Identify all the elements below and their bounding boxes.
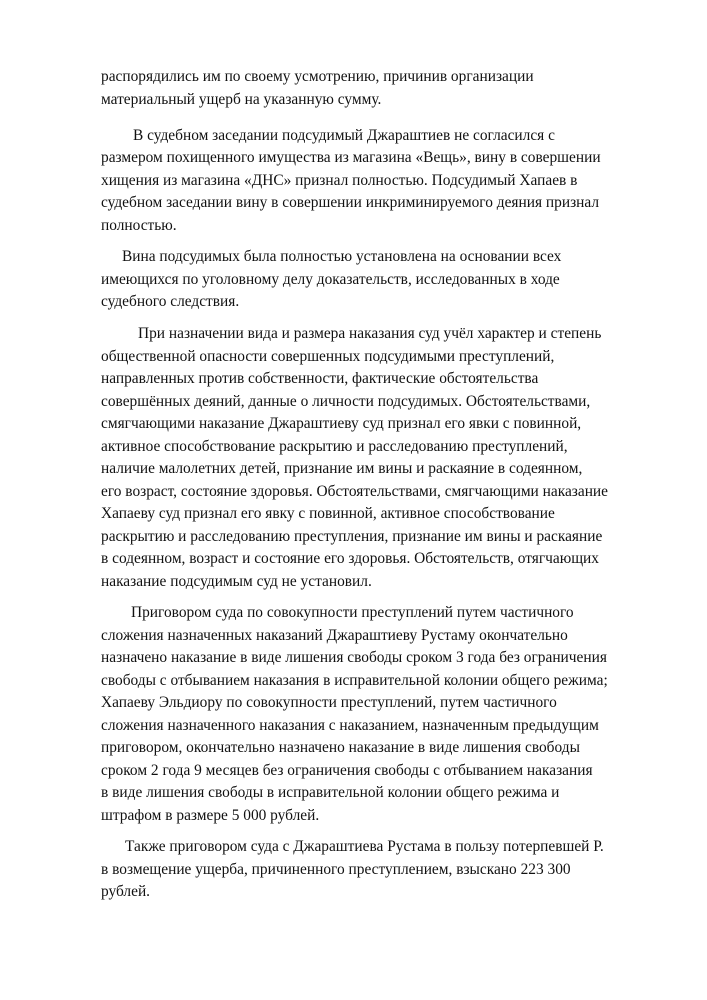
text-line: наличие малолетних детей, признание им вины и раскаяние в содеянном, [101,460,583,477]
text-line: Приговором суда по совокупности преступлений путем частичного [131,604,574,621]
text-line: полностью. [101,217,177,234]
text-line: сложения назначенных наказаний Джараштиеву Рустаму окончательно [101,627,568,644]
text-line: имеющихся по уголовному делу доказательств, исследованных в ходе [101,271,560,288]
text-line: в возмещение ущерба, причиненного преступлением, взыскано 223 300 [101,861,571,878]
text-line: Также приговором суда с Джараштиева Рустама в пользу потерпевшей Р. [125,838,604,855]
text-line: направленных против собственности, фактические обстоятельства [101,370,539,387]
text-line: распорядились им по своему усмотрению, причинив организации [101,68,534,85]
text-line: в содеянном, возраст и состояние его здоровья. Обстоятельств, отягчающих [101,550,599,567]
text-line: судебном заседании вину в совершении инкриминируемого деяния признал [101,194,600,211]
text-line: сроком 2 года 9 месяцев без ограничения свободы с отбыванием наказания [101,762,593,779]
text-line: рублей. [101,883,151,900]
text-line: Хапаеву Эльдиору по совокупности преступлений, путем частичного [101,694,557,711]
text-line: наказание подсудимым суд не установил. [101,573,372,590]
text-line: раскрытию и расследованию преступления, признание им вины и раскаяние [101,528,603,545]
text-line: Хапаеву суд признал его явку с повинной, активное способствование [101,505,555,522]
text-line: в виде лишения свободы в исправительной колонии общего режима и [101,784,560,801]
text-line: хищения из магазина «ДНС» признал полностью. Подсудимый Хапаев в [101,172,578,189]
text-line: В судебном заседании подсудимый Джараштиев не согласился с [133,127,555,144]
text-line: смягчающими наказание Джараштиеву суд признал его явки с повинной, [101,415,582,432]
text-line: сложения назначенного наказания с наказанием, назначенным предыдущим [101,717,599,734]
text-line: общественной опасности совершенных подсудимыми преступлений, [101,348,555,365]
text-line: размером похищенного имущества из магазина «Вещь», вину в совершении [101,149,601,166]
text-line: приговором, окончательно назначено наказание в виде лишения свободы [101,739,580,756]
text-line: его возраст, состояние здоровья. Обстоятельствами, смягчающими наказание [101,483,608,500]
text-line: активное способствование раскрытию и расследованию преступлений, [101,438,568,455]
text-line: назначено наказание в виде лишения свободы сроком 3 года без ограничения [101,649,607,666]
text-line: При назначении вида и размера наказания суд учёл характер и степень [138,325,602,342]
text-line: материальный ущерб на указанную сумму. [101,91,382,108]
text-line: штрафом в размере 5 000 рублей. [101,807,320,824]
text-line: свободы с отбыванием наказания в исправительной колонии общего режима; [101,672,608,689]
text-line: Вина подсудимых была полностью установлена на основании всех [122,248,562,265]
text-line: совершённых деяний, данные о личности подсудимых. Обстоятельствами, [101,393,591,410]
text-line: судебного следствия. [101,293,240,310]
